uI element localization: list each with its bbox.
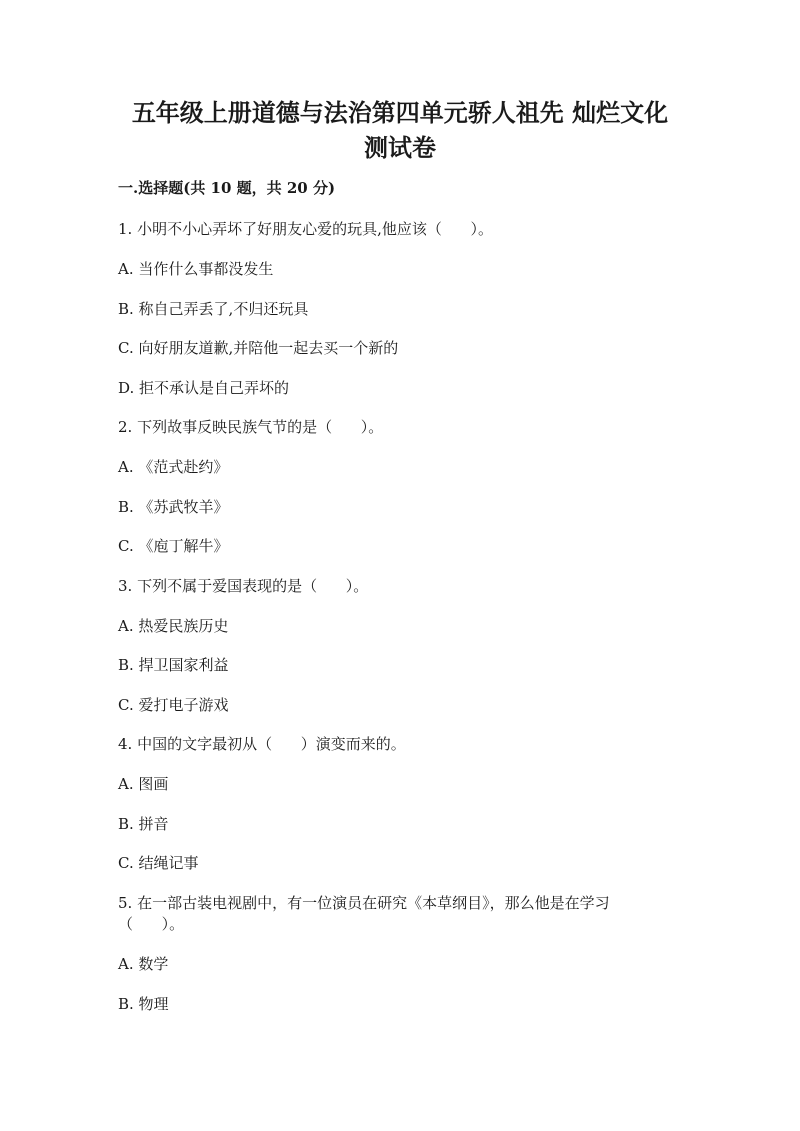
question-1-option-a: A. 当作什么事都没发生 [118, 260, 274, 278]
question-1-option-d: D. 拒不承认是自己弄坏的 [118, 379, 290, 397]
question-4-option-c: C. 结绳记事 [118, 854, 199, 872]
question-2-option-c: C. 《庖丁解牛》 [118, 537, 229, 555]
question-3-option-a: A. 热爱民族历史 [118, 617, 229, 635]
question-5-option-b: B. 物理 [118, 995, 169, 1013]
question-5-stem-line-1: 5. 在一部古装电视剧中，有一位演员在研究《本草纲目》，那么他是在学习 [118, 894, 610, 912]
question-2-option-b: B. 《苏武牧羊》 [118, 498, 229, 516]
question-4-option-a: A. 图画 [118, 775, 169, 793]
question-1-option-c: C. 向好朋友道歉,并陪他一起去买一个新的 [118, 339, 399, 357]
document-title-line-2: 测试卷 [364, 133, 436, 162]
question-4-option-b: B. 拼音 [118, 815, 169, 833]
question-1-option-b: B. 称自己弄丢了,不归还玩具 [118, 300, 309, 318]
question-3-stem: 3. 下列不属于爱国表现的是（ ）。 [118, 577, 369, 595]
question-3-option-c: C. 爱打电子游戏 [118, 696, 229, 714]
question-5-option-a: A. 数学 [118, 955, 169, 973]
question-2-stem: 2. 下列故事反映民族气节的是（ ）。 [118, 418, 384, 436]
document-title-line-1: 五年级上册道德与法治第四单元骄人祖先 灿烂文化 [131, 98, 669, 127]
question-3-option-b: B. 捍卫国家利益 [118, 656, 229, 674]
question-2-option-a: A. 《范式赴约》 [118, 458, 229, 476]
question-5-stem-line-2: （ ）。 [118, 915, 185, 933]
section-title: 一.选择题(共 10 题，共 20 分) [118, 179, 336, 197]
question-4-stem: 4. 中国的文字最初从（ ）演变而来的。 [118, 735, 406, 753]
question-1-stem: 1. 小明不小心弄坏了好朋友心爱的玩具,他应该（ ）。 [118, 220, 493, 238]
